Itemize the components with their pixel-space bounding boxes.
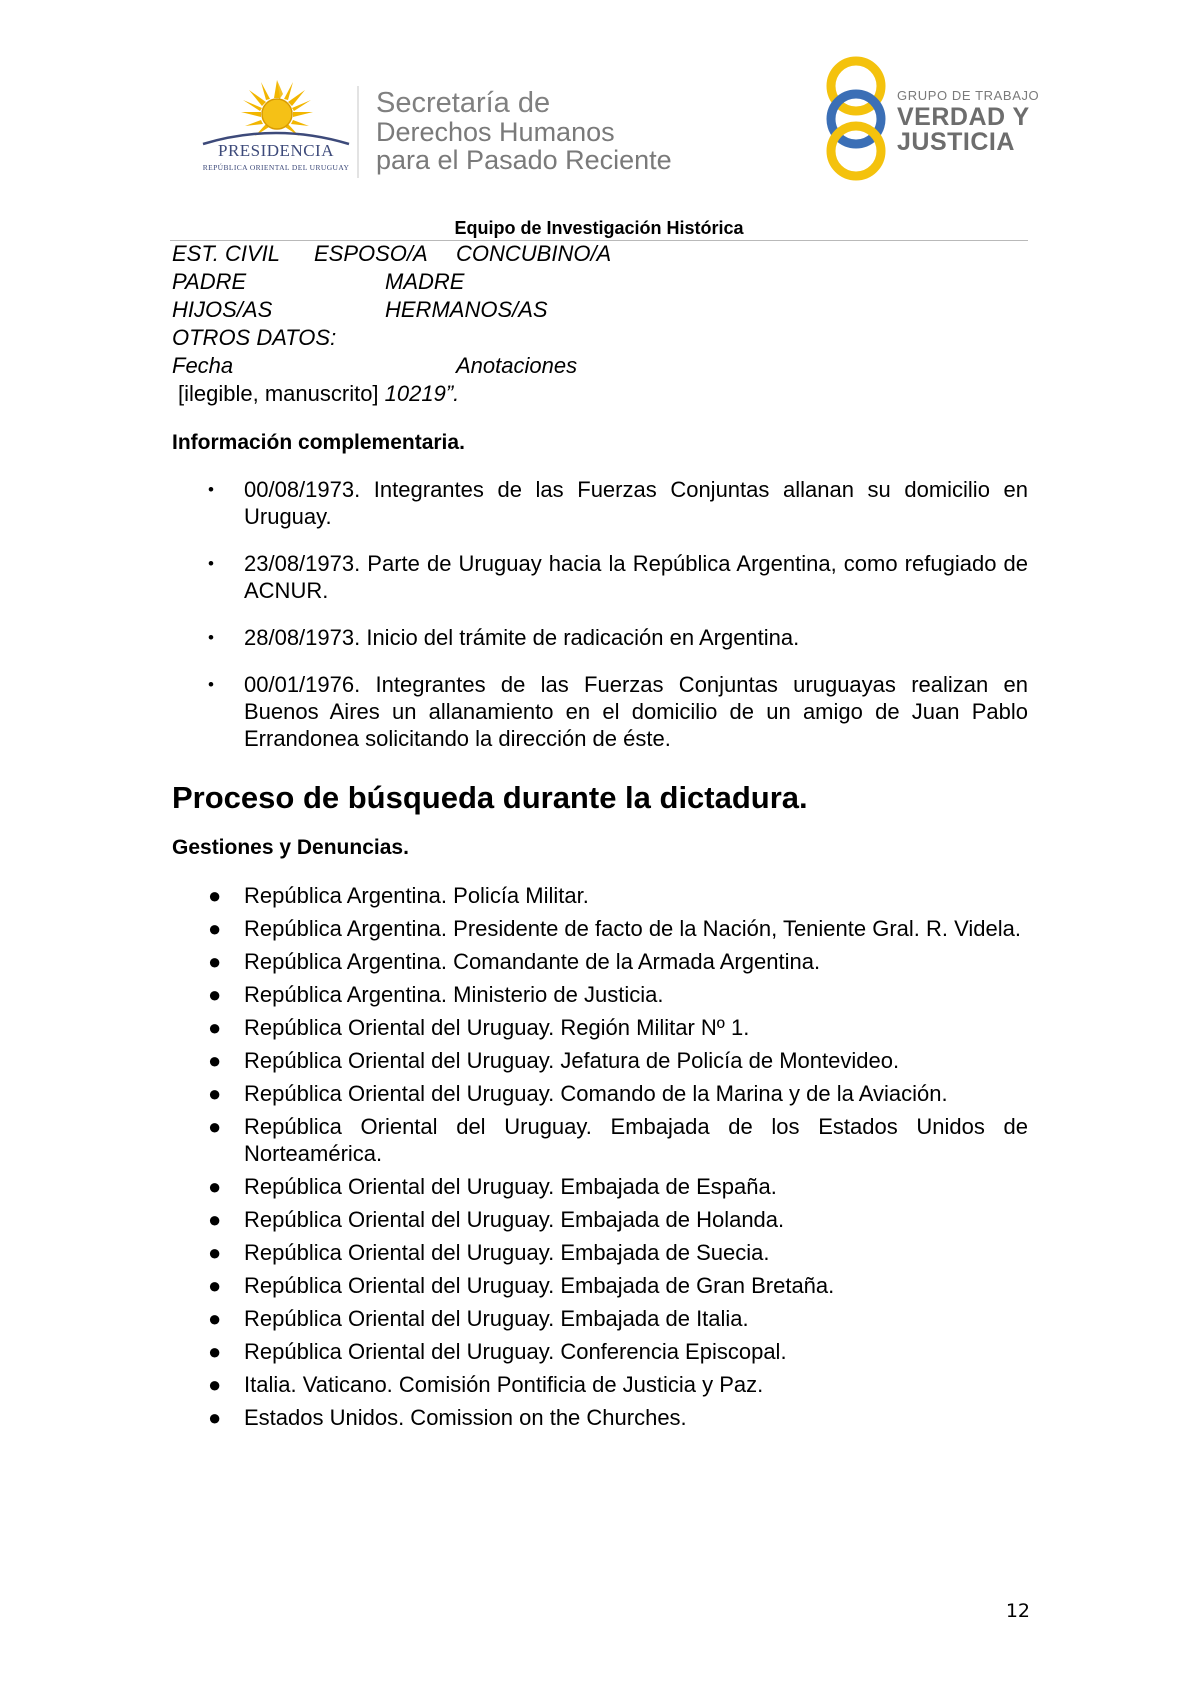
list-item-text: Italia. Vaticano. Comisión Pontificia de Justicia y Paz. [244, 1372, 764, 1397]
bullet-icon: ● [208, 949, 222, 974]
secretaria-line-3: para el Pasado Reciente [376, 145, 672, 175]
list-item [172, 1113, 1028, 1167]
bullet-icon: ● [208, 1240, 222, 1265]
list-item-text: República Argentina. Presidente de facto de la Nación, Teniente Gral. R. Videla. [244, 916, 1022, 941]
list-item [172, 1206, 1028, 1233]
presidencia-subtitle: REPÚBLICA ORIENTAL DEL URUGUAY [202, 163, 350, 172]
bullet-icon: • [208, 480, 214, 499]
list-item [172, 948, 1028, 975]
info-list [172, 476, 1028, 752]
logo-divider [357, 86, 359, 178]
list-item-text: República Oriental del Uruguay. Embajada de Holanda. [244, 1207, 785, 1232]
bullet-icon: ● [208, 1015, 222, 1040]
list-item [172, 1272, 1028, 1299]
list-item-text: República Argentina. Policía Militar. [244, 883, 589, 908]
justicia-label: JUSTICIA [897, 128, 1015, 156]
form-label-esposo: ESPOSO/A [314, 241, 428, 266]
list-item-text: República Oriental del Uruguay. Embajada de España. [244, 1174, 777, 1199]
form-row-otros [172, 324, 1028, 352]
list-item-text: 00/01/1976. Integrantes de las Fuerzas Conjuntas uruguayas realizan en Buenos Aires un allanamiento en el domicilio de un amigo de Juan Pablo Errandonea solicitando la dirección de éste. [244, 672, 1028, 751]
form-label-otros-datos: OTROS DATOS: [172, 325, 337, 350]
list-item-text: República Argentina. Ministerio de Justicia. [244, 982, 664, 1007]
secretaria-line-2: Derechos Humanos [376, 117, 615, 147]
form-label-hijos: HIJOS/AS [172, 297, 273, 322]
illegible-italic-text: 10219”. [384, 381, 460, 406]
list-item-text: Estados Unidos. Comission on the Churches. [244, 1405, 687, 1430]
list-item [172, 915, 1028, 942]
bullet-icon: ● [208, 1372, 222, 1397]
list-item [172, 624, 1028, 651]
bullet-icon: ● [208, 916, 222, 941]
form-label-concubino: CONCUBINO/A [456, 241, 612, 266]
list-item [172, 1338, 1028, 1365]
info-heading: Información complementaria. [172, 431, 465, 454]
illegible-plain-text: [ilegible, manuscrito] [178, 381, 379, 406]
bullet-icon: • [208, 628, 214, 647]
bullet-icon: ● [208, 883, 222, 908]
grupo-trabajo-label: GRUPO DE TRABAJO [897, 88, 1040, 103]
section-title: Proceso de búsqueda durante la dictadura. [172, 780, 808, 815]
bullet-icon: ● [208, 1405, 222, 1430]
list-item-text: 00/08/1973. Integrantes de las Fuerzas Conjuntas allanan su domicilio en Uruguay. [244, 477, 1028, 529]
gestiones-heading: Gestiones y Denuncias. [172, 836, 409, 859]
list-item-text: República Oriental del Uruguay. Comando de la Marina y de la Aviación. [244, 1081, 948, 1106]
list-item-text: República Oriental del Uruguay. Embajada de Gran Bretaña. [244, 1273, 835, 1298]
verdad-label: VERDAD Y [897, 103, 1030, 131]
presidencia-logo [197, 78, 355, 178]
list-item [172, 550, 1028, 604]
list-item-text: República Oriental del Uruguay. Embajada de Italia. [244, 1306, 749, 1331]
page-number: 12 [1005, 1600, 1030, 1622]
list-item-text: República Oriental del Uruguay. Región Militar Nº 1. [244, 1015, 750, 1040]
list-item-text: República Oriental del Uruguay. Conferencia Episcopal. [244, 1339, 787, 1364]
bullet-icon: ● [208, 982, 222, 1007]
list-item [172, 1173, 1028, 1200]
linked-rings-icon [820, 56, 896, 181]
bullet-icon: • [208, 675, 214, 694]
document-body [172, 240, 1028, 1431]
illegible-note [172, 380, 1028, 408]
list-item-text: República Oriental del Uruguay. Embajada de los Estados Unidos de Norteamérica. [244, 1114, 1028, 1166]
form-row-estado-civil [172, 240, 1028, 268]
team-title: Equipo de Investigación Histórica [454, 218, 744, 238]
bullet-icon: ● [208, 1207, 222, 1232]
list-item-text: 23/08/1973. Parte de Uruguay hacia la República Argentina, como refugiado de ACNUR. [244, 551, 1028, 603]
secretaria-line-1: Secretaría de [376, 87, 551, 119]
list-item-text: República Oriental del Uruguay. Embajada de Suecia. [244, 1240, 770, 1265]
bullet-icon: ● [208, 1273, 222, 1298]
list-item [172, 1404, 1028, 1431]
bullet-icon: ● [208, 1048, 222, 1073]
page-header [0, 0, 1190, 238]
gestiones-list [172, 882, 1028, 1431]
form-label-fecha: Fecha [172, 353, 234, 378]
secretaria-logo [376, 88, 716, 174]
form-row-familia [172, 296, 1028, 324]
bullet-icon: ● [208, 1339, 222, 1364]
list-item-text: República Argentina. Comandante de la Armada Argentina. [244, 949, 821, 974]
bullet-icon: ● [208, 1081, 222, 1106]
form-row-padres [172, 268, 1028, 296]
list-item [172, 981, 1028, 1008]
list-item [172, 1014, 1028, 1041]
list-item [172, 1080, 1028, 1107]
bullet-icon: ● [208, 1306, 222, 1331]
list-item [172, 476, 1028, 530]
list-item-text: 28/08/1973. Inicio del trámite de radicación en Argentina. [244, 625, 800, 650]
list-item [172, 1305, 1028, 1332]
list-item [172, 1371, 1028, 1398]
list-item [172, 882, 1028, 909]
bullet-icon: • [208, 554, 214, 573]
list-item-text: República Oriental del Uruguay. Jefatura de Policía de Montevideo. [244, 1048, 900, 1073]
list-item [172, 1047, 1028, 1074]
form-label-est-civil: EST. CIVIL [172, 241, 281, 266]
list-item [172, 1239, 1028, 1266]
bullet-icon: ● [208, 1174, 222, 1199]
form-label-padre: PADRE [172, 269, 247, 294]
form-label-anotaciones: Anotaciones [456, 353, 578, 378]
form-label-hermanos: HERMANOS/AS [385, 297, 548, 322]
form-label-madre: MADRE [385, 269, 465, 294]
verdad-justicia-logo [820, 56, 1040, 181]
bullet-icon: ● [208, 1114, 222, 1139]
list-item [172, 671, 1028, 752]
form-row-fecha [172, 352, 1028, 380]
presidencia-wordmark: PRESIDENCIA [217, 141, 334, 160]
